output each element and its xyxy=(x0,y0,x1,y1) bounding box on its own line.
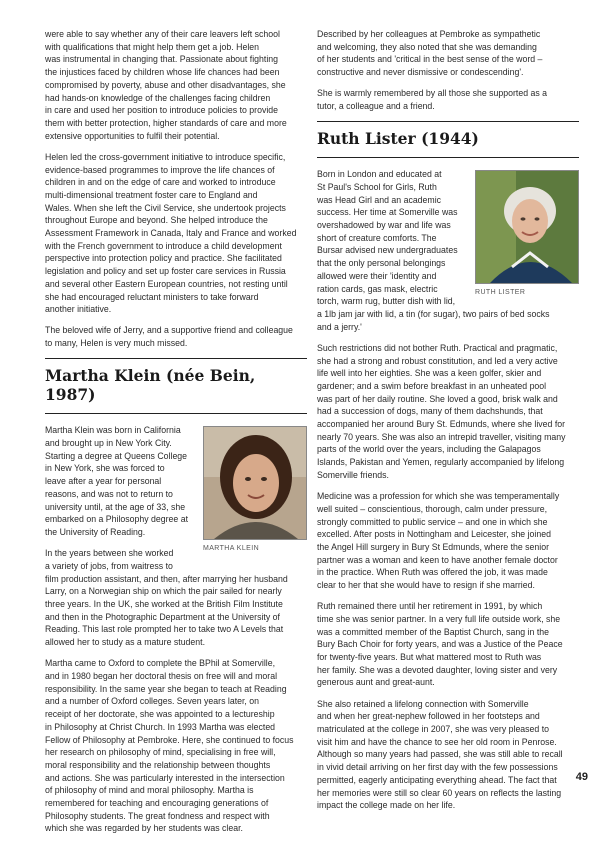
martha-photo xyxy=(203,426,307,540)
martha-paragraph-1: Martha Klein was born in California and brought up in New York City. Starting a degree at Queens College in New York, she was forced to leave after a year for personal reasons, and was not to return to university until, at the age of 33, she embarked on a Philosophy degree at the University of Reading. xyxy=(45,425,189,537)
martha-photo-caption: MARTHA KLEIN xyxy=(203,545,260,553)
left-column xyxy=(45,28,307,844)
helen-paragraph-1: were able to say whether any of their care leavers left school with qualifications that might help them get a job. Helen was instrumental in changing that. Passionate about fighting the injustices faced by children whose life chances had been compromised by poverty, abuse and other disadvantages, she had hands-on knowledge of the challenges facing children in care and used her position to introduce policies to provide them with better protection, higher standards of care and more extensive opportunities to fulfil their potential. xyxy=(45,29,287,141)
martha-photo-block xyxy=(203,426,307,552)
ruth-heading-rule xyxy=(317,121,579,158)
ruth-paragraph-4: Ruth remained there until her retirement in 1991, by which time she was senior partner. In a very full life outside work, she was a committed member of the Baptist Church, sang in the Bury Bach Choir for forty years, and was a Justice of the Peace for twenty-five years. But what mattered most to Ruth was her family. She was a devoted daughter, loving sister and very generous aunt and great-aunt. xyxy=(317,601,563,688)
martha-heading: Martha Klein (née Bein, 1987) xyxy=(45,366,256,405)
ruth-paragraph-3: Medicine was a profession for which she was temperamentally well suited – conscientious, thorough, calm under pressure, strongly committed to public service – and one in which she excelled. After posts in Nottingham and Leicester, she joined the Angel Hill surgery in Bury St Edmunds, where the senior partner was a woman and keen to have another female doctor in the practice. When Ruth was offered the job, it was made clear to her that she would have to resign if she married. xyxy=(317,491,560,591)
martha-portrait-image xyxy=(204,427,306,539)
ruth-photo-caption: RUTH LISTER xyxy=(475,289,526,297)
martha-paragraph-3: Martha came to Oxford to complete the BPhil at Somerville, and in 1980 began her doctoral thesis on free will and moral responsibility. In the same year she began to teach at Reading and a number of Oxford colleges. Seven years later, on receipt of her doctorate, she was appointed to a lectureship in Philosophy at Christ Church. In 1993 Martha was elected Fellow of Philosophy at Pembroke. Here, she continued to focus her research on philosophy of mind, specialising in free will, moral responsibility and the relationship between thoughts and actions. She was particularly interested in the intersection of philosophy of mind and moral philosophy. Martha is remembered for teaching and encouraging generations of Philosophy students. The great fondness and respect with which she was regarded by her students was clear. xyxy=(45,658,294,834)
martha-paragraph-4: Described by her colleagues at Pembroke as sympathetic and welcoming, they also noted that she was demanding of her students and 'critical in the best sense of the word – constructive and never dismissive or condescending'. xyxy=(317,29,543,78)
ruth-heading: Ruth Lister (1944) xyxy=(317,129,479,149)
ruth-paragraph-2: Such restrictions did not bother Ruth. Practical and pragmatic, she had a strong and robust constitution, and led a very active life well into her eighties. She was a keen golfer, skier and gardener; and a swim before breakfast in an unheated pool was part of her daily routine. She loved a good, brisk walk and had a succession of dogs, many of them dachshunds, that accompanied her around Bury St. Edmunds, where she lived for nearly 70 years. She was also an intrepid traveller, visiting many parts of the world over the years, including the Galapagos Islands, Pakistan and Yemen, regularly accompanied by lifelong Somerville friends. xyxy=(317,342,566,480)
ruth-paragraph-5: She also retained a lifelong connection with Somerville and when her great-nephew followed in her footsteps and matriculated at the college in 2007, she was very pleased to visit him and have the chance to see her old room in Penrose. Although so many years had passed, she was still able to recall in vivid detail arriving on her first day with the few possessions permitted, eagerly anticipating everything ahead. The fact that her memories were still so clear 60 years on reflects the lasting impact the college made on her life. xyxy=(317,698,563,811)
page-number: 49 xyxy=(575,771,588,783)
martha-heading-rule xyxy=(45,358,307,414)
right-column xyxy=(317,28,579,820)
helen-paragraph-3: The beloved wife of Jerry, and a supportive friend and colleague to many, Helen is very much missed. xyxy=(45,325,293,349)
martha-paragraph-2: In the years between she worked a variety of jobs, from waitress to film production assistant, and then, after marrying her husband Larry, on a Norwegian ship on which the pair sailed for nearly three years. In the UK, she worked at the British Film Institute and then in the Photographic Department at the University of Reading. This last role prompted her to take two A Levels that allowed her to study as a mature student. xyxy=(45,548,288,648)
helen-paragraph-2: Helen led the cross-government initiative to introduce specific, evidence-based programmes to improve the life chances of children in and on the edge of care and worked to introduce multi-dimensional treatment foster care to England and Wales. When she left the Civil Service, she undertook projects throughout Europe and beyond. She helped introduce the Assessment Framework in Canada, Italy and France and worked with the French government to introduce a child development perspective into protection policy and practice. She facilitated legislation and policy and set up foster care services in Russia and several other Eastern European countries, not resting until she had encouraged reluctant ministers to take forward another initiative. xyxy=(45,151,297,315)
martha-paragraph-5: She is warmly remembered by all those she supported as a tutor, a colleague and a friend. xyxy=(317,88,548,112)
ruth-photo xyxy=(475,170,579,284)
ruth-photo-block xyxy=(475,170,579,296)
ruth-portrait-image xyxy=(476,171,578,283)
ruth-paragraph-1: Born in London and educated at St Paul's School for Girls, Ruth was Head Girl and an academic success. Her time at Somerville was overshadowed by war and life was short of creature comforts. The Bursar advised new undergraduates that the only personal belongings allowed were their 'identity and ration cards, gas mask, electric torch, warm rug, butter dish with lid, a 1lb jam jar with lid, a tin (for sugar), two pairs of bed socks and a jerry.' xyxy=(317,169,550,332)
